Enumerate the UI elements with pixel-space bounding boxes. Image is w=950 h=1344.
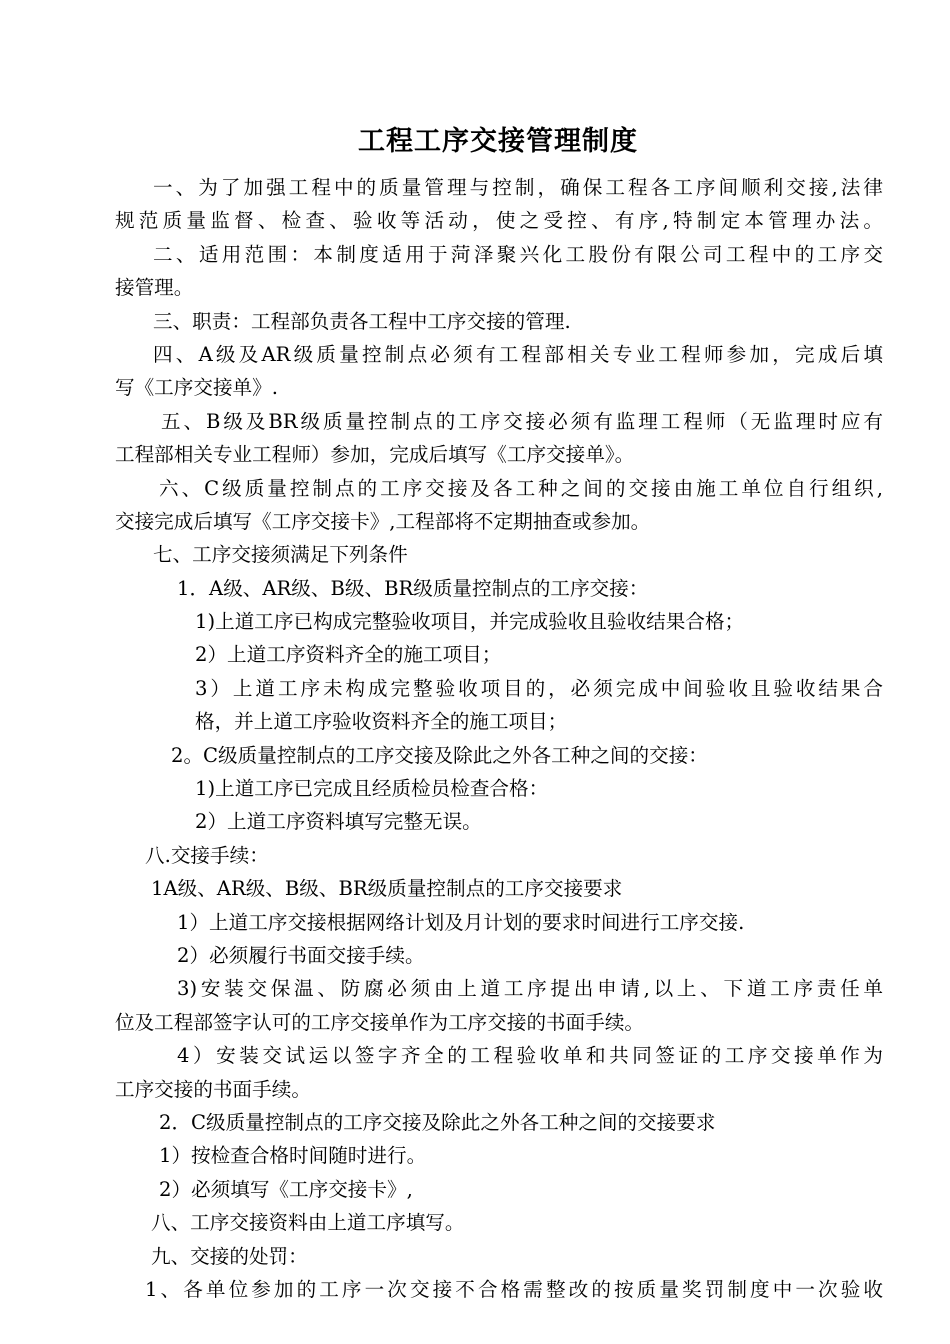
- paragraph-line: 3)安装交保温、防腐必须由上道工序提出申请,以上、下道工序责任单: [177, 977, 883, 1001]
- paragraph-line: 1)上道工序已构成完整验收项目，并完成验收且验收结果合格；: [195, 610, 745, 634]
- paragraph-line: 写《工序交接单》.: [115, 376, 278, 400]
- paragraph-line: 工序交接的书面手续。: [115, 1077, 311, 1101]
- paragraph-line: 2）必须填写《工序交接卡》,: [159, 1177, 413, 1201]
- paragraph-line: 1)上道工序已完成且经质检员检查合格：: [195, 777, 549, 801]
- paragraph-line: 六、C级质量控制点的工序交接及各工种之间的交接由施工单位自行组织,: [159, 476, 883, 500]
- paragraph-line: 4）安装交试运以签字齐全的工程验收单和共同签证的工序交接单作为: [177, 1044, 883, 1068]
- paragraph-line: 位及工程部签字认可的工序交接单作为工序交接的书面手续。: [115, 1010, 645, 1034]
- paragraph-line: 2）上道工序资料填写完整无误。: [195, 810, 482, 834]
- paragraph-line: 2．C级质量控制点的工序交接及除此之外各工种之间的交接要求: [159, 1110, 716, 1134]
- document-title: 工程工序交接管理制度: [358, 126, 638, 157]
- paragraph-line: 2）上道工序资料齐全的施工项目；: [195, 643, 502, 667]
- paragraph-line: 接管理。: [115, 276, 194, 300]
- document-body: [115, 171, 883, 1306]
- paragraph-line: 2。C级质量控制点的工序交接及除此之外各工种之间的交接：: [171, 743, 708, 767]
- paragraph-line: 三、职责：工程部负责各工程中工序交接的管理.: [153, 309, 571, 333]
- paragraph-line: 交接完成后填写《工序交接卡》,工程部将不定期抽查或参加。: [115, 509, 651, 533]
- paragraph-line: 一、为了加强工程中的质量管理与控制，确保工程各工序间顺利交接,法律: [153, 176, 883, 199]
- paragraph-line: 规范质量监督、检查、验收等活动，使之受控、有序,特制定本管理办法。: [115, 209, 883, 233]
- paragraph-line: 四、A级及AR级质量控制点必须有工程部相关专业工程师参加，完成后填: [153, 342, 883, 366]
- paragraph-line: 1A级、AR级、B级、BR级质量控制点的工序交接要求: [151, 877, 623, 901]
- paragraph-line: 格，并上道工序验收资料齐全的施工项目；: [195, 710, 568, 734]
- paragraph-line: 1）上道工序交接根据网络计划及月计划的要求时间进行工序交接.: [177, 910, 745, 934]
- paragraph-line: 八、工序交接资料由上道工序填写。: [151, 1211, 465, 1235]
- paragraph-line: 1、各单位参加的工序一次交接不合格需整改的按质量奖罚制度中一次验收: [145, 1277, 883, 1301]
- paragraph-line: 九、交接的处罚：: [151, 1244, 308, 1268]
- paragraph-line: 1．A级、AR级、B级、BR级质量控制点的工序交接：: [177, 576, 649, 600]
- paragraph-line: 工程部相关专业工程师）参加，完成后填写《工序交接单》。: [115, 443, 635, 467]
- paragraph-line: 五、B级及BR级质量控制点的工序交接必须有监理工程师（无监理时应有: [161, 409, 883, 433]
- paragraph-line: 二、适用范围：本制度适用于菏泽聚兴化工股份有限公司工程中的工序交: [153, 242, 883, 266]
- paragraph-line: 八.交接手续：: [145, 843, 269, 867]
- paragraph-line: 1）按检查合格时间随时进行。: [159, 1144, 427, 1168]
- paragraph-line: 2）必须履行书面交接手续。: [177, 943, 425, 967]
- paragraph-line: 七、工序交接须满足下列条件: [153, 543, 408, 567]
- paragraph-line: 3）上道工序未构成完整验收项目的，必须完成中间验收且验收结果合: [195, 676, 883, 700]
